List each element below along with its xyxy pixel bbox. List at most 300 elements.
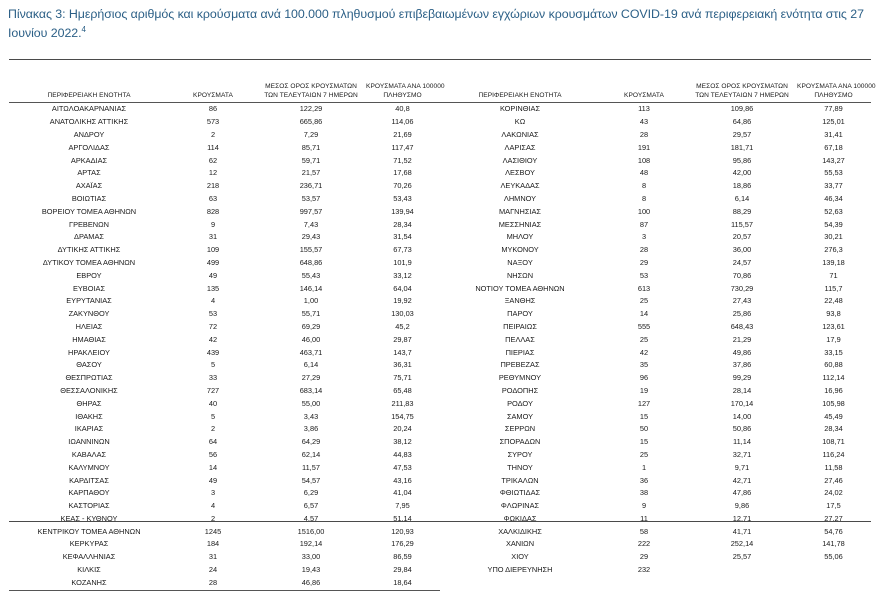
cell-name: ΑΧΑΪΑΣ (75, 181, 103, 191)
cell-per100k: 16,96 (824, 385, 843, 395)
cell-name: ΓΡΕΒΕΝΩΝ (69, 219, 109, 229)
table-row (9, 449, 440, 462)
cell-cases: 2 (210, 424, 216, 434)
cell-avg7: 27,29 (301, 373, 321, 383)
cell-per100k: 17,9 (826, 334, 841, 344)
cell-name: ΚΕΡΚΥΡΑΣ (69, 539, 109, 549)
cell-avg7: 9,86 (734, 501, 750, 511)
cell-cases: 11 (640, 513, 648, 523)
cell-name: ΑΡΓΟΛΙΔΑΣ (68, 142, 110, 152)
cell-avg7: 88,29 (732, 206, 752, 216)
table-row (440, 526, 871, 539)
table-row (440, 449, 871, 462)
cell-avg7: 648,43 (730, 321, 754, 331)
cell-name: ΜΕΣΣΗΝΙΑΣ (498, 219, 542, 229)
cell-per100k: 120,93 (391, 526, 414, 536)
cell-cases: 218 (206, 181, 220, 191)
left-table-wrapper (9, 78, 445, 591)
cell-cases: 33 (208, 373, 218, 383)
cell-name: ΚΕΦΑΛΛΗΝΙΑΣ (62, 552, 116, 562)
table-row (440, 334, 871, 347)
table-row (9, 321, 440, 334)
cell-name: ΖΑΚΥΝΘΟΥ (68, 309, 110, 319)
cell-cases: 29 (639, 552, 649, 562)
table-row (440, 295, 871, 308)
cell-per100k: 114,06 (391, 117, 414, 127)
table-columns-container (9, 78, 876, 591)
cell-avg7: 122,29 (299, 104, 323, 114)
cell-per100k: 44,83 (393, 449, 412, 459)
cell-avg7: 1,00 (303, 296, 319, 306)
table-row (440, 180, 871, 193)
table-row (9, 526, 440, 539)
table-bottom-divider (9, 521, 871, 522)
cell-cases: 555 (637, 321, 651, 331)
regional-units-table-left (9, 78, 445, 591)
table-row (9, 103, 440, 116)
cell-name: ΚΟΖΑΝΗΣ (9, 577, 169, 590)
table-row (440, 167, 871, 180)
cell-per100k: 55,06 (824, 552, 843, 562)
cell-cases: 15 (639, 411, 649, 421)
table-row (9, 193, 440, 206)
cell-per100k: 101,9 (393, 257, 412, 267)
cell-per100k: 105,98 (822, 398, 845, 408)
cell-cases: 86 (208, 104, 218, 114)
cell-cases: 14 (208, 462, 218, 472)
table-row (440, 193, 871, 206)
table-row (440, 155, 871, 168)
cell-cases: 38 (639, 488, 649, 498)
table-row (440, 244, 871, 257)
cell-per100k: 116,24 (822, 449, 845, 459)
cell-cases: 31 (208, 232, 218, 242)
cell-name: ΧΙΟΥ (511, 552, 529, 562)
cell-per100k: 65,48 (393, 385, 412, 395)
cell-per100k: 33,77 (824, 181, 843, 191)
cell-name: ΝΑΞΟΥ (507, 257, 533, 267)
cell-cases: 2 (210, 513, 216, 523)
cell-cases: 35 (639, 360, 649, 370)
cell-name: ΚΑΒΑΛΑΣ (71, 449, 107, 459)
table-row (9, 513, 440, 526)
table-row (9, 372, 440, 385)
cell-name: ΡΕΘΥΜΝΟΥ (498, 373, 542, 383)
cell-avg7: 53,57 (301, 193, 321, 203)
cell-per100k: 30,21 (824, 232, 843, 242)
cell-avg7: 14,00 (732, 411, 752, 421)
table-row (9, 411, 440, 424)
cell-avg7: 50,86 (732, 424, 752, 434)
table-row (9, 577, 440, 590)
cell-name: ΦΩΚΙΔΑΣ (503, 513, 537, 523)
cell-per100k: 52,63 (824, 206, 843, 216)
cell-name: ΛΗΜΝΟΥ (503, 193, 537, 203)
cell-avg7: 181,71 (730, 142, 754, 152)
cell-name: ΜΑΓΝΗΣΙΑΣ (499, 206, 541, 216)
cell-per100k: 28,34 (393, 219, 412, 229)
cell-cases: 15 (639, 437, 649, 447)
cell-name: ΡΟΔΟΥ (507, 398, 533, 408)
table-row (440, 206, 871, 219)
cell-avg7: 49,86 (732, 347, 752, 357)
table-row (9, 334, 440, 347)
table-row (440, 257, 871, 270)
cell-avg7: 7,43 (303, 219, 319, 229)
cell-cases: 53 (208, 309, 218, 319)
table-row (9, 116, 440, 129)
cell-cases: 1245 (204, 526, 222, 536)
cell-name: ΜΗΛΟΥ (506, 232, 534, 242)
table-row (440, 219, 871, 232)
cell-avg7: 24,57 (732, 257, 752, 267)
cell-cases: 29 (639, 257, 649, 267)
table-row (9, 244, 440, 257)
cell-avg7: 55,71 (301, 309, 321, 319)
table-row (440, 359, 871, 372)
cell-avg7: 683,14 (299, 385, 323, 395)
cell-per100k: 22,48 (824, 296, 843, 306)
table-row (440, 347, 871, 360)
cell-cases: 113 (638, 104, 650, 114)
table-row (9, 487, 440, 500)
header-regional-unit: ΠΕΡΙΦΕΡΕΙΑΚΗ ΕΝΟΤΗΤΑ (440, 78, 600, 103)
cell-avg7: 33,00 (301, 552, 321, 562)
cell-cases: 222 (637, 539, 651, 549)
cell-avg7: 21,29 (732, 334, 752, 344)
table-row (9, 257, 440, 270)
table-row (440, 538, 871, 551)
cell-name: ΚΙΛΚΙΣ (77, 565, 101, 575)
cell-avg7: 9,71 (734, 462, 750, 472)
cell-per100k: 123,61 (822, 321, 845, 331)
cell-name: ΠΙΕΡΙΑΣ (505, 347, 535, 357)
cell-avg7: 11,57 (302, 462, 320, 472)
cell-name: ΗΡΑΚΛΕΙΟΥ (68, 347, 110, 357)
header-avg-7days: ΜΕΣΟΣ ΟΡΟΣ ΚΡΟΥΣΜΑΤΩΝ ΤΩΝ ΤΕΛΕΥΤΑΙΩΝ 7 ΗΜΕΡΩΝ (257, 78, 365, 103)
cell-cases: 4 (210, 501, 216, 511)
cell-avg7: 64,29 (301, 437, 321, 447)
cell-per100k: 211,83 (391, 398, 414, 408)
cell-name: ΠΕΛΛΑΣ (505, 334, 535, 344)
cell-name: ΑΙΤΩΛΟΑΚΑΡΝΑΝΙΑΣ (51, 104, 127, 114)
header-cases-per-100000: ΚΡΟΥΣΜΑΤΑ ΑΝΑ 100000 ΠΛΗΘΥΣΜΟ (796, 78, 871, 103)
cell-avg7: 54,57 (301, 475, 321, 485)
table-row (440, 462, 871, 475)
cell-cases: 108 (637, 155, 651, 165)
header-regional-unit: ΠΕΡΙΦΕΡΕΙΑΚΗ ΕΝΟΤΗΤΑ (9, 78, 169, 103)
table-body-left (9, 103, 440, 590)
table-row (9, 385, 440, 398)
table-row (440, 283, 871, 296)
cell-name: ΛΑΡΙΣΑΣ (504, 142, 536, 152)
cell-avg7: 19,43 (301, 565, 321, 575)
cell-name: ΝΟΤΙΟΥ ΤΟΜΕΑ ΑΘΗΝΩΝ (475, 283, 565, 293)
table-row (9, 308, 440, 321)
table-row (440, 577, 871, 590)
cell-avg7: 27,43 (732, 296, 752, 306)
cell-name: ΣΥΡΟΥ (507, 449, 533, 459)
cell-per100k: 27,46 (824, 475, 843, 485)
cell-name: ΙΩΑΝΝΙΝΩΝ (68, 437, 110, 447)
table-row (440, 398, 871, 411)
table-row (9, 423, 440, 436)
cell-name: ΠΑΡΟΥ (507, 309, 533, 319)
cell-cases: 64 (208, 437, 218, 447)
right-table-wrapper (440, 78, 876, 591)
cell-per100k: 46,34 (824, 193, 843, 203)
cell-per100k: 115,7 (824, 283, 843, 293)
cell-name: ΛΕΣΒΟΥ (505, 168, 535, 178)
table-row (9, 155, 440, 168)
cell-avg7: 62,14 (301, 449, 321, 459)
cell-avg7: 69,29 (301, 321, 321, 331)
cell-cases: 727 (206, 385, 220, 395)
cell-cases: 8 (641, 181, 647, 191)
cell-per100k: 47,53 (393, 462, 412, 472)
table-row (440, 129, 871, 142)
cell-avg7: 41,71 (732, 526, 752, 536)
cell-name: ΗΛΕΙΑΣ (75, 321, 103, 331)
cell-per100k: 55,53 (824, 168, 843, 178)
cell-avg7: 25,86 (732, 309, 752, 319)
table-row (440, 551, 871, 564)
cell-cases: 5 (210, 411, 216, 421)
footnote-marker: 4 (81, 24, 86, 34)
cell-cases: 135 (206, 283, 220, 293)
cell-name: ΚΑΛΥΜΝΟΥ (68, 462, 110, 472)
cell-name: ΙΚΑΡΙΑΣ (74, 424, 104, 434)
table-caption (8, 5, 872, 42)
cell-cases: 4 (210, 296, 216, 306)
cell-per100k: 29,87 (393, 334, 412, 344)
cell-cases: 49 (208, 475, 218, 485)
cell-name: ΦΛΩΡΙΝΑΣ (500, 501, 540, 511)
cell-name: ΚΩ (514, 117, 526, 127)
cell-cases: 96 (639, 373, 649, 383)
cell-per100k: 51,14 (393, 513, 412, 523)
cell-cases: 56 (208, 449, 218, 459)
cell-cases: 2 (210, 129, 216, 139)
header-cases-per-100000: ΚΡΟΥΣΜΑΤΑ ΑΝΑ 100000 ΠΛΗΘΥΣΜΟ (365, 78, 440, 103)
cell-name: ΧΑΛΚΙΔΙΚΗΣ (498, 526, 542, 536)
cell-name: ΘΕΣΣΑΛΟΝΙΚΗΣ (60, 385, 118, 395)
cell-name: ΕΒΡΟΥ (76, 270, 102, 280)
cell-per100k: 38,12 (393, 437, 412, 447)
cell-per100k: 36,31 (393, 360, 412, 370)
cell-avg7: 37,86 (732, 360, 752, 370)
cell-per100k: 108,71 (822, 437, 845, 447)
table-row (440, 308, 871, 321)
cell-per100k: 176,29 (391, 539, 414, 549)
cell-cases: 127 (637, 398, 651, 408)
cell-per100k: 112,14 (822, 373, 845, 383)
cell-name: ΚΕΝΤΡΙΚΟΥ ΤΟΜΕΑ ΑΘΗΝΩΝ (37, 526, 141, 536)
cell-per100k: 53,43 (393, 193, 412, 203)
table-row (9, 206, 440, 219)
cell-cases: 191 (637, 142, 651, 152)
cell-cases: 72 (208, 321, 218, 331)
cell-cases: 114 (207, 142, 219, 152)
cell-avg7: 47,86 (732, 488, 752, 498)
cell-per100k: 43,16 (393, 475, 412, 485)
cell-cases: 573 (206, 117, 220, 127)
cell-cases: 28 (639, 245, 649, 255)
cell-per100k: 67,73 (393, 245, 412, 255)
cell-cases: 3 (210, 488, 216, 498)
table-row (9, 551, 440, 564)
header-cases: ΚΡΟΥΣΜΑΤΑ (600, 78, 688, 103)
cell-avg7: 95,86 (732, 155, 752, 165)
header-row (9, 78, 440, 103)
cell-avg7 (688, 577, 796, 590)
cell-cases: 25 (639, 449, 649, 459)
table-row (440, 231, 871, 244)
cell-name: ΘΗΡΑΣ (76, 398, 102, 408)
cell-name: ΝΗΣΩΝ (506, 270, 534, 280)
cell-per100k: 31,41 (824, 129, 843, 139)
cell-name: ΚΑΡΔΙΤΣΑΣ (69, 475, 109, 485)
cell-avg7: 665,86 (299, 117, 323, 127)
cell-per100k: 11,58 (824, 462, 843, 472)
cell-per100k: 77,89 (824, 104, 843, 114)
cell-avg7: 36,00 (732, 245, 752, 255)
cell-avg7: 59,71 (301, 155, 321, 165)
cell-cases: 43 (639, 117, 649, 127)
caption-divider (9, 59, 871, 60)
cell-avg7: 192,14 (299, 539, 323, 549)
table-row (440, 321, 871, 334)
cell-cases: 109 (206, 245, 220, 255)
table-row (9, 295, 440, 308)
cell-cases: 31 (208, 552, 218, 562)
cell-name: ΘΑΣΟΥ (76, 360, 102, 370)
cell-avg7: 155,57 (299, 245, 323, 255)
table-row (440, 513, 871, 526)
cell-name: ΑΝΑΤΟΛΙΚΗΣ ΑΤΤΙΚΗΣ (49, 117, 129, 127)
cell-name: ΑΝΔΡΟΥ (73, 129, 105, 139)
cell-avg7: 99,29 (732, 373, 752, 383)
table-row (440, 475, 871, 488)
cell-cases: 19 (639, 385, 649, 395)
cell-per100k: 130,03 (391, 309, 414, 319)
cell-avg7: 3,43 (303, 411, 319, 421)
cell-avg7: 42,71 (732, 475, 752, 485)
cell-per100k (796, 564, 871, 577)
cell-per100k: 7,95 (395, 501, 410, 511)
cell-cases: 42 (639, 347, 649, 357)
cell-name: ΒΟΙΩΤΙΑΣ (71, 193, 107, 203)
cell-name: ΗΜΑΘΙΑΣ (72, 334, 106, 344)
cell-name: ΑΡΤΑΣ (77, 168, 101, 178)
cell-avg7: 236,71 (299, 181, 323, 191)
cell-per100k: 17,68 (393, 168, 412, 178)
cell-per100k: 71 (829, 270, 838, 280)
table-caption-text: Πίνακας 3: Ημερήσιος αριθμός και κρούσματα ανά 100.000 πληθυσμού επιβεβαιωμένων εγχώριων κρουσμάτων COVID-19 ανά περιφερειακή ενότητα στις 27 Ιουνίου 2022. (8, 7, 864, 40)
cell-avg7: 21,57 (301, 168, 321, 178)
cell-per100k: 93,8 (826, 309, 841, 319)
cell-avg7: 115,57 (730, 219, 754, 229)
table-row (9, 347, 440, 360)
cell-per100k: 143,7 (393, 347, 412, 357)
table-row (440, 423, 871, 436)
cell-avg7: 85,71 (301, 142, 321, 152)
cell-per100k (796, 577, 871, 590)
cell-per100k: 86,59 (393, 552, 412, 562)
cell-cases: 9 (641, 501, 647, 511)
cell-name: ΚΑΣΤΟΡΙΑΣ (68, 501, 110, 511)
cell-per100k: 28,34 (824, 424, 843, 434)
cell-avg7: 997,57 (299, 206, 323, 216)
cell-per100k: 139,18 (822, 257, 845, 267)
cell-name: ΒΟΡΕΙΟΥ ΤΟΜΕΑ ΑΘΗΝΩΝ (41, 206, 137, 216)
cell-cases: 3 (641, 232, 647, 242)
table-row (9, 436, 440, 449)
cell-avg7: 18,86 (732, 181, 752, 191)
cell-avg7: 70,86 (732, 270, 752, 280)
cell-name: ΔΡΑΜΑΣ (74, 232, 104, 242)
table-row (9, 564, 440, 577)
cell-avg7: 3,86 (303, 424, 319, 434)
cell-name: ΠΕΙΡΑΙΩΣ (503, 321, 537, 331)
cell-name: ΔΥΤΙΚΟΥ ΤΟΜΕΑ ΑΘΗΝΩΝ (42, 257, 136, 267)
cell-cases: 28 (639, 129, 649, 139)
cell-name: ΑΡΚΑΔΙΑΣ (70, 155, 108, 165)
cell-name: ΚΕΑΣ - ΚΥΘΝΟΥ (60, 513, 118, 523)
cell-cases: 828 (206, 206, 220, 216)
cell-per100k: 71,52 (393, 155, 412, 165)
cell-cases: 499 (206, 257, 220, 267)
header-row (440, 78, 871, 103)
table-row (9, 500, 440, 513)
cell-cases: 184 (206, 539, 220, 549)
cell-name: ΕΥΒΟΙΑΣ (72, 283, 106, 293)
cell-per100k: 141,78 (822, 539, 845, 549)
cell-avg7: 6,14 (734, 193, 750, 203)
regional-units-table-right (440, 78, 876, 590)
cell-cases: 62 (208, 155, 218, 165)
cell-avg7: 12,71 (732, 513, 752, 523)
cell-avg7: 11,14 (733, 437, 751, 447)
cell-per100k: 24,02 (824, 488, 843, 498)
table-row (9, 359, 440, 372)
cell-name: ΛΑΚΩΝΙΑΣ (501, 129, 539, 139)
cell-cases: 63 (208, 193, 218, 203)
cell-per100k: 29,84 (393, 565, 412, 575)
table-row (440, 564, 871, 577)
cell-name: ΤΗΝΟΥ (507, 462, 533, 472)
cell-avg7: 55,00 (301, 398, 321, 408)
cell-name (440, 577, 600, 590)
table-row (440, 270, 871, 283)
cell-per100k: 154,75 (391, 411, 414, 421)
cell-name: ΛΕΥΚΑΔΑΣ (500, 181, 540, 191)
cell-per100k: 40,8 (395, 104, 410, 114)
cell-name: ΛΑΣΙΘΙΟΥ (502, 155, 538, 165)
table-header-right (440, 78, 876, 103)
cell-avg7: 648,86 (299, 257, 323, 267)
cell-per100k: 27,27 (824, 513, 843, 523)
cell-avg7: 46,86 (257, 577, 365, 590)
cell-name: ΞΑΝΘΗΣ (504, 296, 536, 306)
cell-per100k: 64,04 (393, 283, 412, 293)
cell-cases: 28 (169, 577, 257, 590)
table-row (440, 103, 871, 116)
cell-cases: 25 (639, 296, 649, 306)
cell-cases: 49 (208, 270, 218, 280)
table-row (9, 180, 440, 193)
cell-cases: 8 (641, 193, 647, 203)
